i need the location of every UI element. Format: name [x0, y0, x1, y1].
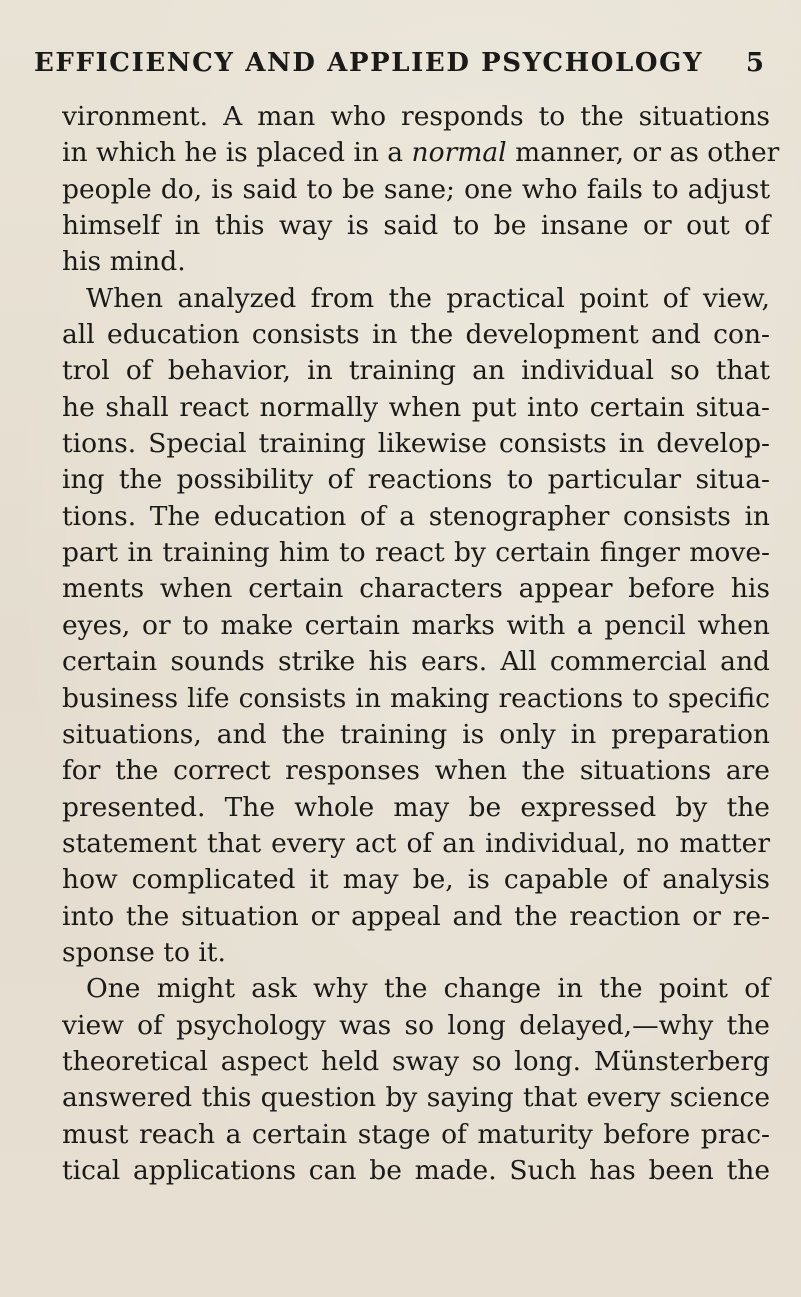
line-text: When analyzed from the practical point of view,	[86, 282, 770, 314]
text-line	[62, 353, 770, 389]
text-line	[62, 244, 770, 280]
text-line	[62, 862, 770, 898]
text-line	[62, 535, 770, 571]
text-line	[62, 608, 770, 644]
running-title: EFFICIENCY AND APPLIED PSYCHOLOGY	[34, 48, 704, 78]
line-text: part in training him to react by certain finger move-	[62, 537, 770, 569]
line-text: manner, or as other	[506, 137, 780, 169]
text-line	[62, 571, 770, 607]
line-text: all education consists in the development and con-	[62, 319, 770, 351]
line-text: sponse to it.	[62, 936, 226, 968]
line-text: people do, is said to be sane; one who fails to adjust	[62, 173, 770, 205]
line-text: ments when certain characters appear before his	[62, 573, 770, 605]
line-text: certain sounds strike his ears. All commercial and	[62, 646, 770, 678]
line-text: presented. The whole may be expressed by the	[62, 791, 770, 823]
text-line	[62, 1080, 770, 1116]
text-line	[62, 1008, 770, 1044]
text-line	[62, 1044, 770, 1080]
line-text: himself in this way is said to be insane or out of	[62, 210, 770, 242]
line-text: tions. Special training likewise consists in develop-	[62, 428, 770, 460]
text-line	[62, 681, 770, 717]
text-line	[62, 935, 770, 971]
text-line	[62, 644, 770, 680]
line-text: his mind.	[62, 246, 186, 278]
line-text: must reach a certain stage of maturity before prac-	[62, 1118, 770, 1150]
text-line	[62, 499, 770, 535]
text-line	[62, 753, 770, 789]
text-line	[62, 717, 770, 753]
text-line	[62, 281, 770, 317]
line-text: view of psychology was so long delayed,—why the	[62, 1009, 770, 1041]
line-text: vironment. A man who responds to the situations	[62, 101, 770, 132]
line-text: One might ask why the change in the point of	[86, 973, 770, 1005]
line-text: into the situation or appeal and the reaction or re-	[62, 900, 770, 932]
line-text: for the correct responses when the situations are	[62, 755, 770, 787]
text-line	[62, 971, 770, 1007]
line-text: statement that every act of an individual, no matter	[62, 827, 770, 859]
line-text: in which he is placed in a	[62, 137, 412, 169]
line-text: business life consists in making reactions to specific	[62, 682, 770, 714]
text-line	[62, 390, 770, 426]
page-number: 5	[745, 48, 764, 78]
text-line	[62, 790, 770, 826]
text-line	[62, 462, 770, 498]
italic-text: normal	[411, 137, 507, 169]
text-line	[62, 1117, 770, 1153]
text-line	[62, 172, 770, 208]
text-line	[62, 317, 770, 353]
body-text	[62, 99, 780, 1189]
text-line	[62, 1153, 770, 1189]
line-text: ing the possibility of reactions to particular situa-	[62, 464, 770, 496]
line-text: eyes, or to make certain marks with a pencil when	[62, 609, 770, 641]
line-text: theoretical aspect held sway so long. Münsterberg	[62, 1045, 770, 1077]
text-line	[62, 426, 770, 462]
line-text: answered this question by saying that every science	[62, 1082, 770, 1114]
line-text: how complicated it may be, is capable of analysis	[62, 864, 770, 896]
line-text: situations, and the training is only in preparation	[62, 718, 770, 750]
line-text: trol of behavior, in training an individual so that	[62, 355, 770, 387]
text-line	[62, 99, 770, 135]
text-line	[62, 899, 770, 935]
line-text: tions. The education of a stenographer consists in	[62, 500, 770, 532]
text-line	[62, 208, 770, 244]
line-text: he shall react normally when put into certain situa-	[62, 391, 770, 423]
text-line	[62, 135, 780, 171]
text-line	[62, 826, 770, 862]
page-header	[34, 48, 764, 88]
line-text: tical applications can be made. Such has been the	[62, 1154, 770, 1186]
